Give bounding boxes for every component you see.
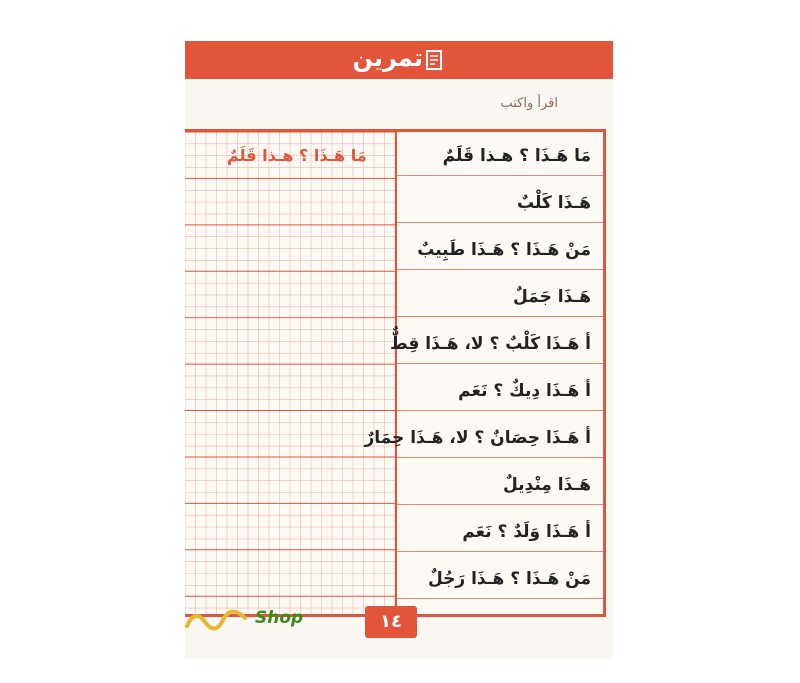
sentence-row — [397, 232, 603, 276]
row-rule — [397, 222, 603, 223]
sentence-text: هَـذَا جَمَلٌ — [513, 287, 591, 307]
sentence-row — [397, 467, 603, 511]
logo-text: Shop — [255, 608, 304, 628]
row-rule — [397, 316, 603, 317]
sentence-row — [397, 138, 603, 182]
writing-grid[interactable] — [185, 132, 395, 614]
row-rule — [397, 504, 603, 505]
sentence-text: أ هَـذَا وَلَدٌ ؟ نَعَم — [462, 522, 591, 542]
page-number: ١٤ — [365, 606, 417, 638]
sentence-text: أ هَـذَا كَلْبٌ ؟ لا، هَـذَا قِطٌّ — [390, 334, 591, 354]
exercise-title: تمرين — [352, 44, 423, 72]
sentence-text: أ هَـذَا دِيكٌ ؟ نَعَم — [458, 381, 591, 401]
sentence-row — [397, 514, 603, 558]
shop-logo — [185, 606, 315, 636]
row-rule — [397, 269, 603, 270]
row-rule — [397, 457, 603, 458]
workbook-page — [185, 41, 613, 659]
row-rule — [397, 410, 603, 411]
instruction-text: اقرأ واكتب — [500, 96, 558, 111]
sentence-row — [397, 561, 603, 605]
swirl-logo-icon — [185, 606, 255, 636]
sentence-text: أ هَـذَا حِصَانٌ ؟ لا، هَـذَا حِمَارٌ — [364, 428, 591, 448]
notebook-pencil-icon — [425, 49, 445, 71]
sentence-text: مَنْ هَـذَا ؟ هَـذَا طَبِيبٌ — [417, 240, 591, 260]
row-rule — [397, 175, 603, 176]
sentence-text: هَـذَا كَلْبٌ — [517, 193, 591, 213]
sentence-text: مَا هَـذَا ؟ هـذا قَلَمٌ — [442, 146, 591, 166]
sentence-row — [397, 185, 603, 229]
row-rule — [397, 551, 603, 552]
sentence-row — [397, 279, 603, 323]
sentence-text: مَنْ هَـذَا ؟ هَـذَا رَجُلٌ — [427, 569, 591, 589]
exercise-header — [185, 41, 613, 79]
sentence-text: هَـذَا مِنْدِيلٌ — [502, 475, 591, 495]
sentence-row — [390, 326, 603, 370]
exercise-frame — [185, 129, 606, 617]
sentence-row — [397, 373, 603, 417]
model-sentence: مَا هَـذَا ؟ هـذا قَلَمٌ — [227, 146, 367, 165]
sentence-row — [364, 420, 603, 464]
row-rule — [397, 363, 603, 364]
row-rule — [397, 598, 603, 599]
